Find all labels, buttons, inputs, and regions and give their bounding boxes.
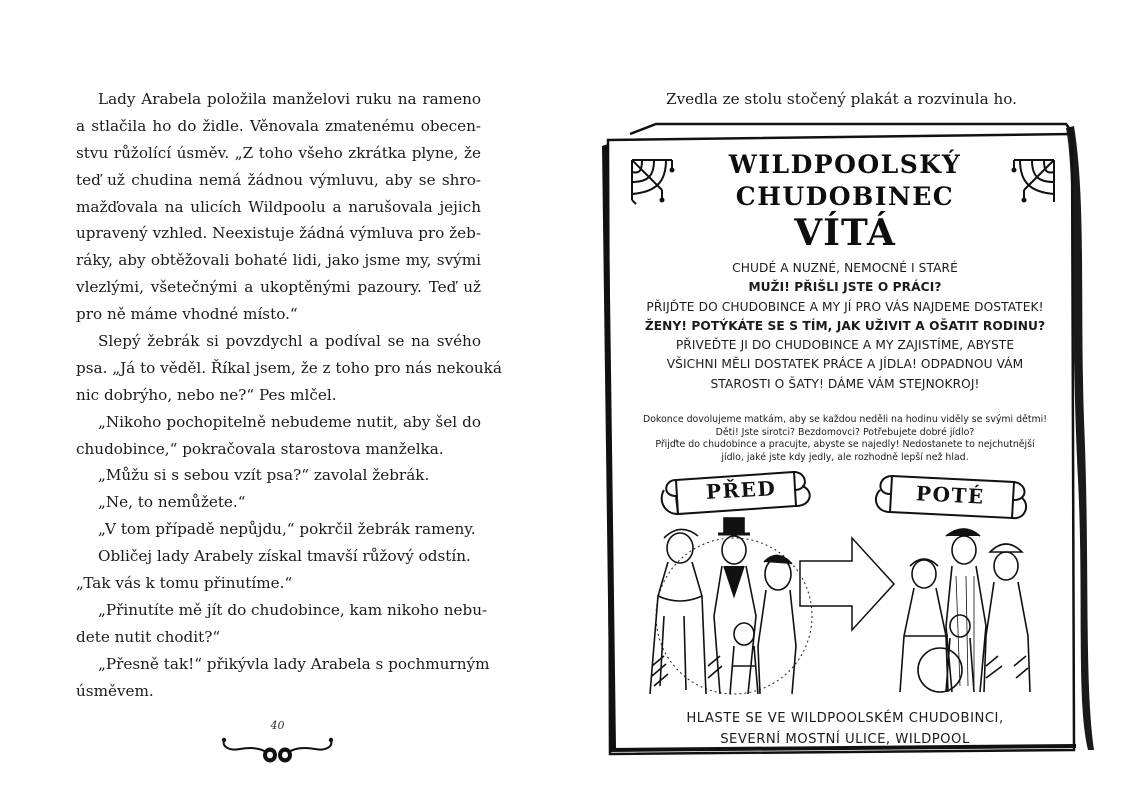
poster-line: PŘIVEĎTE JI DO CHUDOBINCE A MY ZAJISTÍME, ABYSTE (675, 338, 1015, 353)
intro-sentence: Zvedla ze stolu stočený plakát a rozvinula ho. (666, 90, 1017, 108)
poster-footer-line2: SEVERNÍ MOSTNÍ ULICE, WILDPOOL (720, 732, 970, 747)
text-line: dete nutit chodit?“ (76, 627, 221, 646)
poster-small-line: Přijďte do chudobince a pracujte, abyste se najedly! Nedostanete to nejchutnější (655, 439, 1035, 450)
page-folio (220, 715, 335, 775)
left-page (0, 0, 560, 800)
banner-after: POTÉ (915, 481, 986, 509)
body-text (76, 86, 502, 704)
text-line: „Můžu si s sebou vzít psa?“ zavolal žebrák. (98, 466, 430, 485)
poster-footer (616, 708, 1074, 750)
text-line: teď už chudina nemá žádnou výmluvu, aby se shro- (76, 170, 481, 189)
poster-line: CHUDÉ A NUZNÉ, NEMOCNÉ I STARÉ (732, 261, 958, 275)
text-line: „Ne, to nemůžete.“ (98, 493, 246, 512)
poster-line: PŘIJĎTE DO CHUDOBINCE A MY JÍ PRO VÁS NAJDEME DOSTATEK! (646, 299, 1044, 314)
text-line: „Přesně tak!“ přikývla lady Arabela s pochmurným (98, 654, 490, 673)
workhouse-poster (596, 120, 1098, 760)
text-line: chudobince,“ pokračovala starostova manželka. (76, 439, 444, 458)
poster-content (616, 142, 1074, 752)
text-line: a stlačila ho do židle. Věnovala zmatenému obecen- (76, 116, 481, 135)
poster-title-line1: WILDPOOLSKÝ (728, 150, 962, 179)
text-line: stvu růžolící úsměv. „Z toho všeho zkrátka plyne, že (76, 143, 481, 162)
poster-footer-line1: HLASTE SE VE WILDPOOLSKÉM CHUDOBINCI, (686, 711, 1004, 726)
text-line: pro ně máme vhodné místo.“ (76, 305, 298, 324)
poster-title-line2: CHUDOBINEC (735, 182, 955, 211)
after-figures (900, 529, 1030, 692)
folio-ornament (220, 733, 335, 773)
illustration-drawing (624, 466, 1066, 706)
poster-small-line: Děti! Jste sirotci? Bezdomovci? Potřebujete dobré jídlo? (715, 426, 975, 438)
text-line: „Tak vás k tomu přinutíme.“ (76, 574, 293, 593)
before-after-illustration (624, 466, 1066, 706)
page-number: 40 (270, 719, 285, 732)
text-line: nic dobrýho, nebo ne?“ Pes mlčel. (76, 385, 337, 404)
text-line: psa. „Já to věděl. Říkal jsem, že z toho pro nás nekouká (76, 358, 502, 377)
text-line: mažďovala na ulicích Wildpoolu a narušovala jejich (76, 197, 481, 216)
text-line: „V tom případě nepůjdu,“ pokrčil žebrák rameny. (98, 520, 476, 539)
poster-line: MUŽI! PŘIŠLI JSTE O PRÁCI? (748, 280, 942, 295)
right-page (560, 0, 1123, 800)
poster-announcement (616, 259, 1074, 394)
text-line: Slepý žebrák si povzdychl a podíval se na svého (98, 332, 481, 351)
poster-line: STAROSTI O ŠATY! DÁME VÁM STEJNOKROJ! (710, 376, 980, 391)
poster-title-line3: VÍTÁ (794, 212, 896, 254)
poster-line: VŠICHNI MĚLI DOSTATEK PRÁCE A JÍDLA! ODPADNOU VÁM (666, 357, 1024, 372)
text-line: Obličej lady Arabely získal tmavší růžový odstín. (98, 547, 471, 566)
poster-small-line: jídlo, jaké jste kdy jedly, ale rozhodně lepší než hlad. (721, 451, 969, 463)
banner-before: PŘED (705, 476, 777, 504)
poster-small-print (616, 414, 1074, 464)
poster-line: ŽENY! POTÝKÁTE SE S TÍM, JAK UŽIVIT A OŠATIT RODINU? (644, 318, 1046, 333)
text-line: upravený vzhled. Neexistuje žádná výmluva pro žeb- (76, 224, 481, 243)
text-line: „Přinutíte mě jít do chudobince, kam nikoho nebu- (98, 600, 488, 619)
before-figures (650, 518, 796, 694)
text-line: Lady Arabela položila manželovi ruku na rameno (98, 90, 481, 108)
text-line: ráky, aby obtěžovali bohaté lidi, jako jsme my, svými (76, 251, 481, 270)
text-line: vlezlými, všetečnými a ukoptěnými pazoury. Teď už (76, 278, 481, 297)
poster-small-line: Dokonce dovolujeme matkám, aby se každou neděli na hodinu viděly se svými dětmi! (642, 414, 1048, 425)
text-line: „Nikoho pochopitelně nebudeme nutit, aby šel do (98, 412, 481, 431)
text-line: úsměvem. (76, 681, 154, 700)
